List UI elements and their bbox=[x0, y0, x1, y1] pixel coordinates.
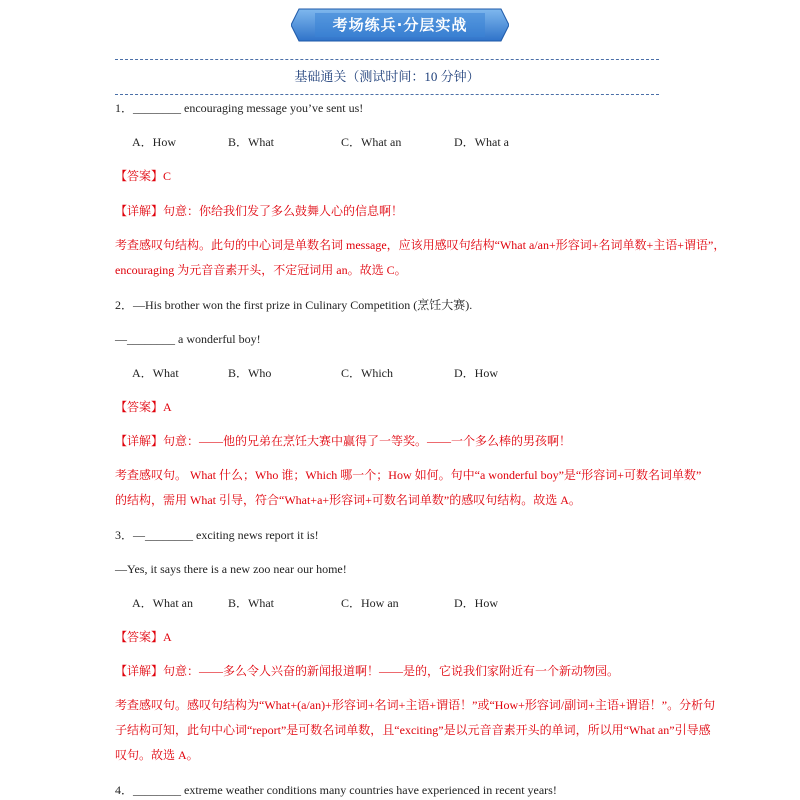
question-text: —His brother won the first prize in Culinary Competition (烹饪大赛). bbox=[133, 298, 473, 312]
section-banner bbox=[291, 7, 509, 43]
option-d: D．What a bbox=[454, 135, 509, 149]
question-number: 3． bbox=[115, 528, 134, 542]
explanation-1-line-2: encouraging 为元音音素开头，不定冠词用 an。故选 C。 bbox=[115, 263, 407, 277]
option-b: B．What bbox=[228, 135, 274, 149]
question-text: encouraging message you’ve sent us! bbox=[184, 101, 364, 115]
question-3-reply: —Yes, it says there is a new zoo near our home! bbox=[115, 562, 347, 576]
option-d: D．How bbox=[454, 366, 498, 380]
question-1 bbox=[115, 100, 363, 116]
question-number: 4． bbox=[115, 783, 134, 797]
option-a: A．What an bbox=[132, 596, 193, 610]
detail-3: 【详解】句意：——多么令人兴奋的新闻报道啊！——是的，它说我们家附近有一个新动物园。 bbox=[115, 664, 620, 678]
option-d: D．How bbox=[454, 596, 498, 610]
question-number: 2． bbox=[115, 298, 134, 312]
explanation-3-line-2: 子结构可知，此句中心词“report”是可数名词单数，且“exciting”是以元音音素开头的单词，所以用“What an”引导感 bbox=[115, 723, 711, 737]
option-a: A．How bbox=[132, 135, 176, 149]
option-c: C．How an bbox=[341, 596, 399, 610]
option-b: B．Who bbox=[228, 366, 272, 380]
section-title: 基础通关（测试时间：10 分钟） bbox=[294, 69, 480, 84]
option-c: C．Which bbox=[341, 366, 393, 380]
question-4 bbox=[115, 782, 557, 798]
explanation-2-line-2: 的结构，需用 What 引导，符合“What+a+形容词+可数名词单数”的感叹句结构。故选 A。 bbox=[115, 493, 581, 507]
answer-1: 【答案】C bbox=[115, 169, 172, 183]
question-number: 1． bbox=[115, 101, 134, 115]
explanation-2-line-1: 考查感叹句。 What 什么；Who 谁；Which 哪一个；How 如何。句中“a wonderful boy”是“形容词+可数名词单数” bbox=[115, 468, 702, 482]
divider-bottom bbox=[115, 94, 659, 95]
answer-2: 【答案】A bbox=[115, 400, 172, 414]
question-blank: ________ bbox=[133, 101, 182, 115]
answer-3: 【答案】A bbox=[115, 630, 172, 644]
option-c: C．What an bbox=[341, 135, 402, 149]
banner-title: 考场练兵·分层实战 bbox=[332, 16, 468, 34]
detail-1: 【详解】句意：你给我们发了多么鼓舞人心的信息啊！ bbox=[115, 204, 404, 218]
detail-2: 【详解】句意：——他的兄弟在烹饪大赛中赢得了一等奖。——一个多么棒的男孩啊！ bbox=[115, 434, 572, 448]
question-3 bbox=[115, 527, 319, 543]
explanation-3-line-1: 考查感叹句。感叹句结构为“What+(a/an)+形容词+名词+主语+谓语！”或“How+形容词/副词+主语+谓语！”。分析句 bbox=[115, 698, 716, 712]
question-blank: ________ bbox=[133, 783, 182, 797]
divider-top bbox=[115, 59, 659, 60]
question-text: —________ exciting news report it is! bbox=[133, 528, 319, 542]
option-a: A．What bbox=[132, 366, 179, 380]
explanation-3-line-3: 叹句。故选 A。 bbox=[115, 748, 199, 762]
question-2 bbox=[115, 297, 472, 313]
explanation-1-line-1: 考查感叹句结构。此句的中心词是单数名词 message，应该用感叹句结构“What a/an+形容词+名词单数+主语+谓语”， bbox=[115, 238, 726, 252]
question-text: extreme weather conditions many countries have experienced in recent years! bbox=[184, 783, 557, 797]
question-2-reply: —________ a wonderful boy! bbox=[115, 332, 261, 346]
option-b: B．What bbox=[228, 596, 274, 610]
